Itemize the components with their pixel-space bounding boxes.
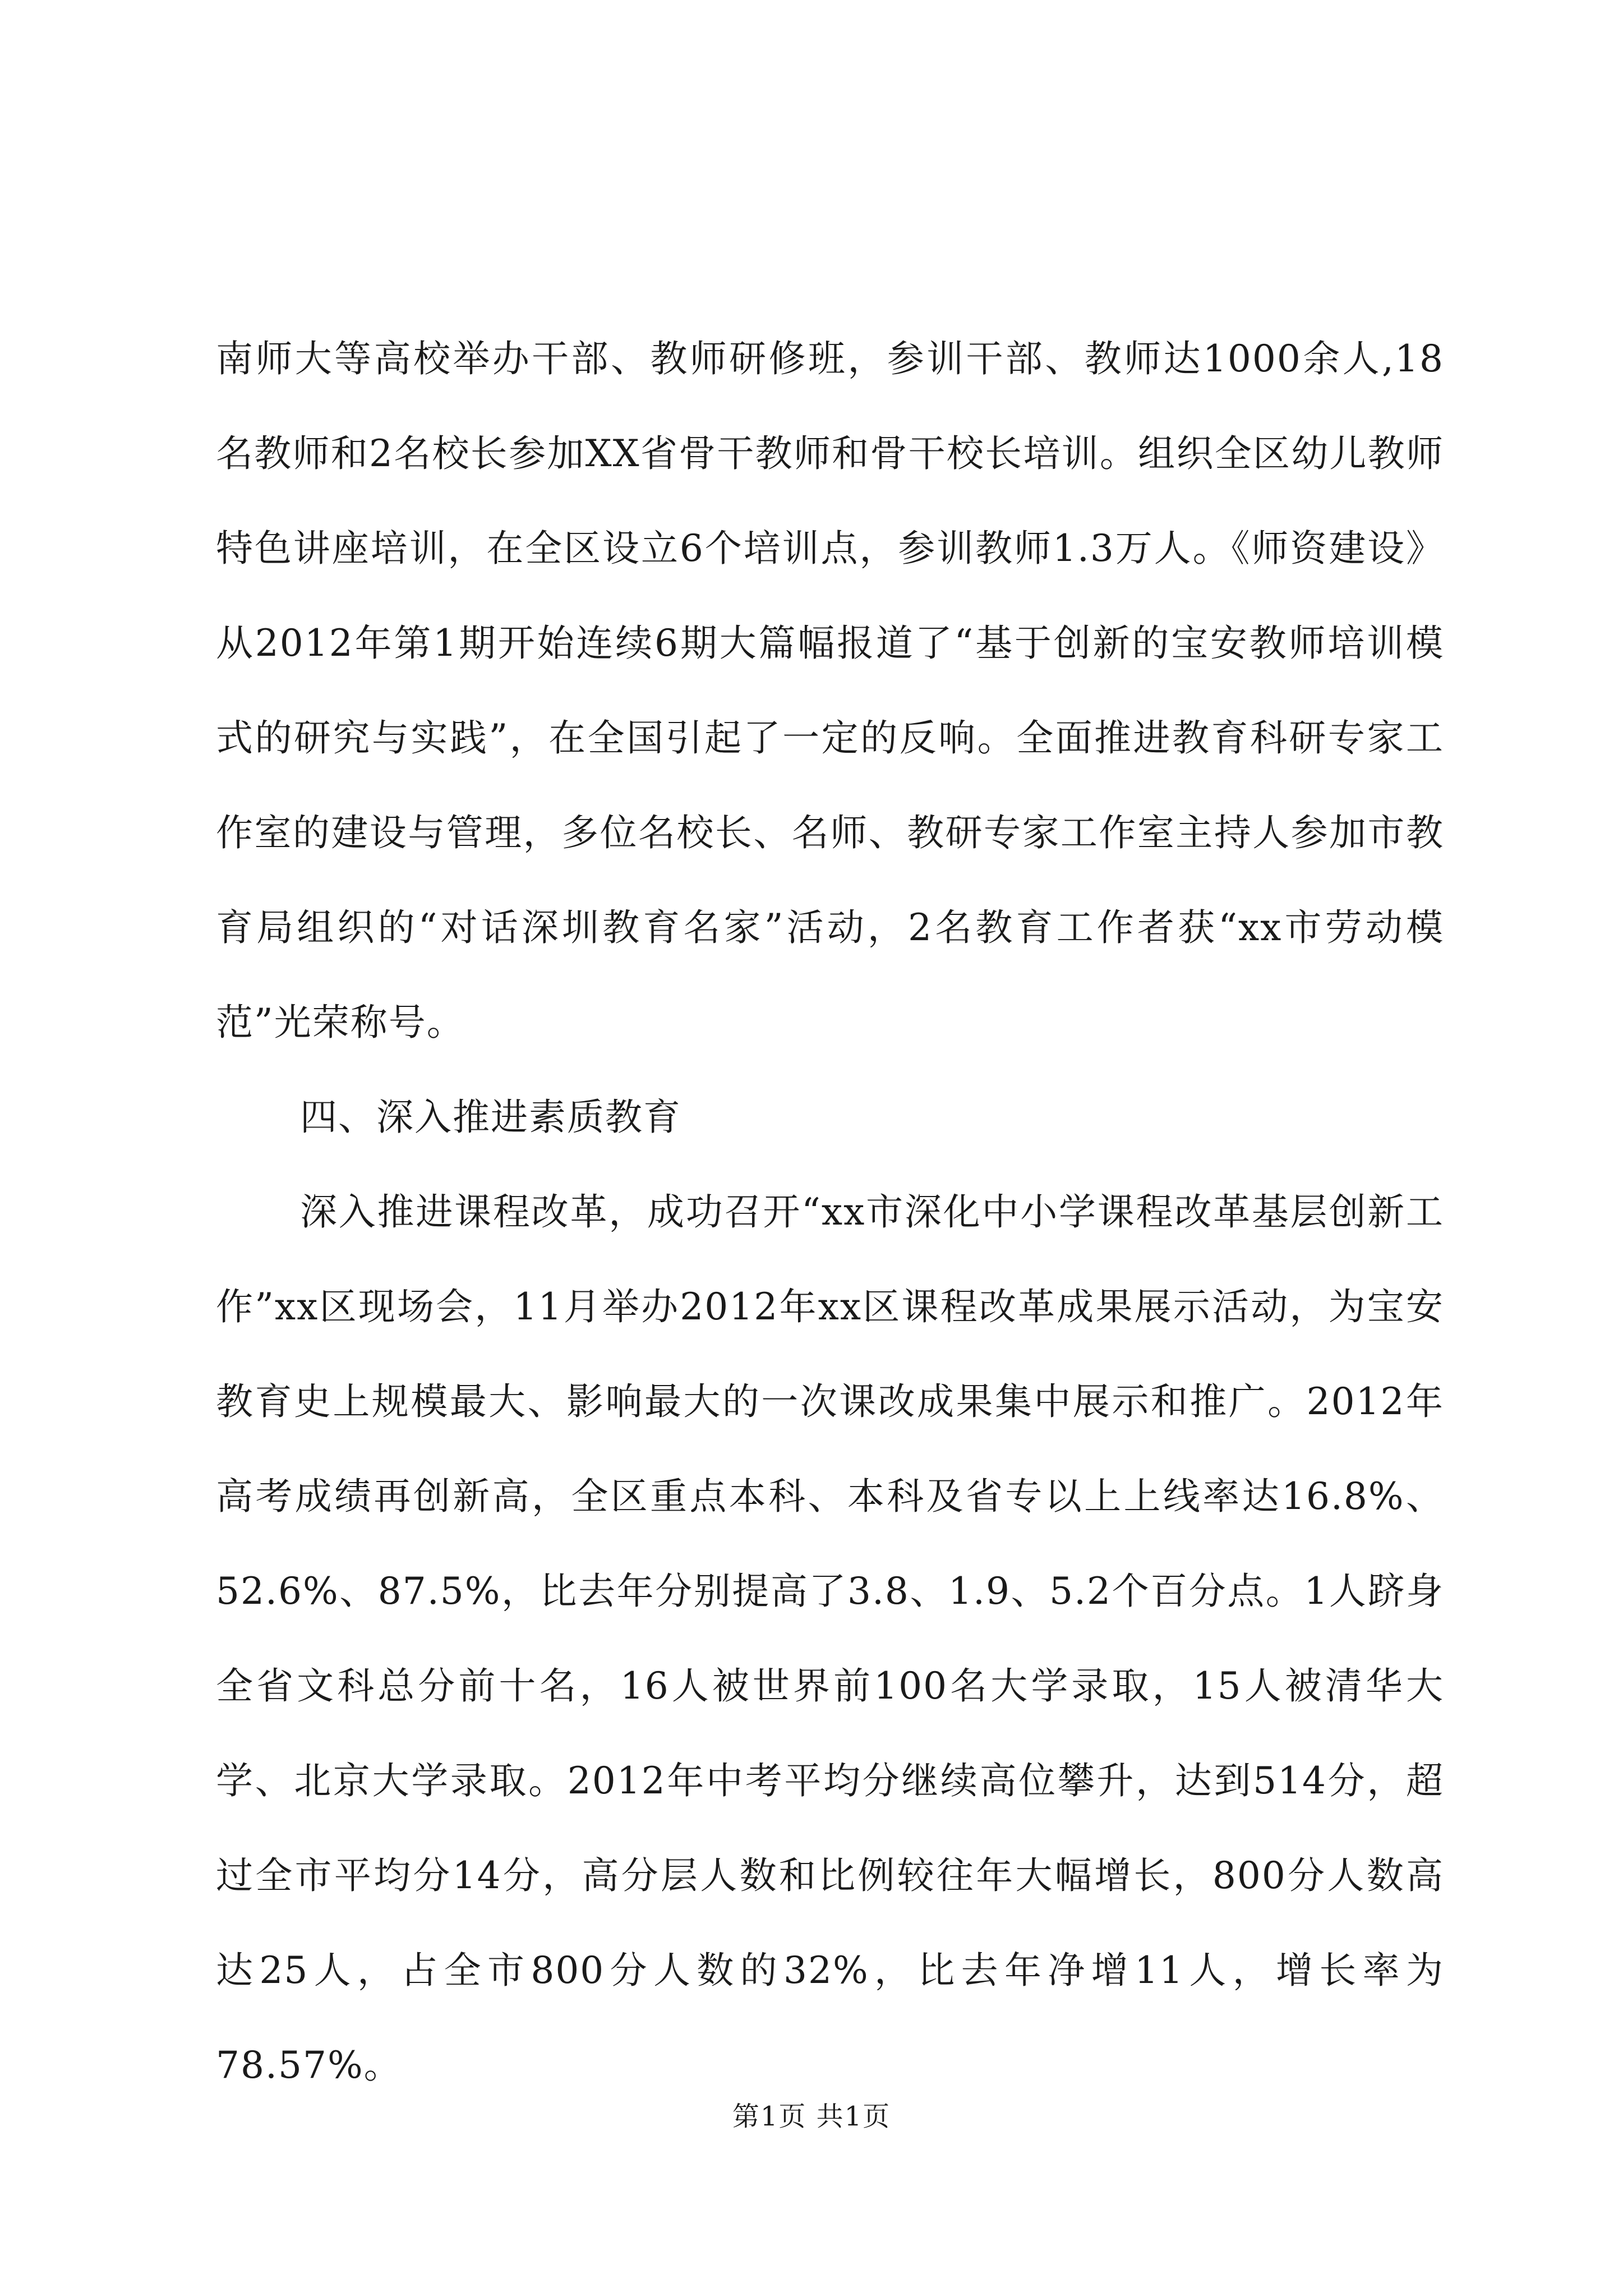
paragraph-curriculum-reform: 深入推进课程改革，成功召开“xx市深化中小学课程改革基层创新工作”xx区现场会，11月举办2012年xx区课程改革成果展示活动，为宝安教育史上规模最大、影响最大的一次课改成果集中展示和推广。2012年高考成绩再创新高，全区重点本科、本科及省专以上上线率达16.8%、52.6%、87.5%，比去年分别提高了3.8、1.9、5.2个百分点。1人跻身全省文科总分前十名，16人被世界前100名大学录取，15人被清华大学、北京大学录取。2012年中考平均分继续高位攀升，达到514分，超过全市平均分14分，高分层人数和比例较往年大幅增长，800分人数高达25人，占全市800分人数的32%，比去年净增11人，增长率为78.57%。 <box>216 1190 1444 2087</box>
paragraph-teacher-training: 南师大等高校举办干部、教师研修班，参训干部、教师达1000余人,18名教师和2名校长参加XX省骨干教师和骨干校长培训。组织全区幼儿教师特色讲座培训，在全区设立6个培训点，参训教师1.3万人。《师资建设》从2012年第1期开始连续6期大篇幅报道了“基于创新的宝安教师培训模式的研究与实践”，在全国引起了一定的反响。全面推进教育科研专家工作室的建设与管理，多位名校长、名师、教研专家工作室主持人参加市教育局组织的“对话深圳教育名家”活动，2名教育工作者获“xx市劳动模范”光荣称号。 <box>216 337 1444 1044</box>
document-body <box>216 311 1444 2113</box>
section-heading-quality-education: 四、深入推进素质教育 <box>300 1096 681 1139</box>
page-footer: 第1页 共1页 <box>732 2101 891 2132</box>
